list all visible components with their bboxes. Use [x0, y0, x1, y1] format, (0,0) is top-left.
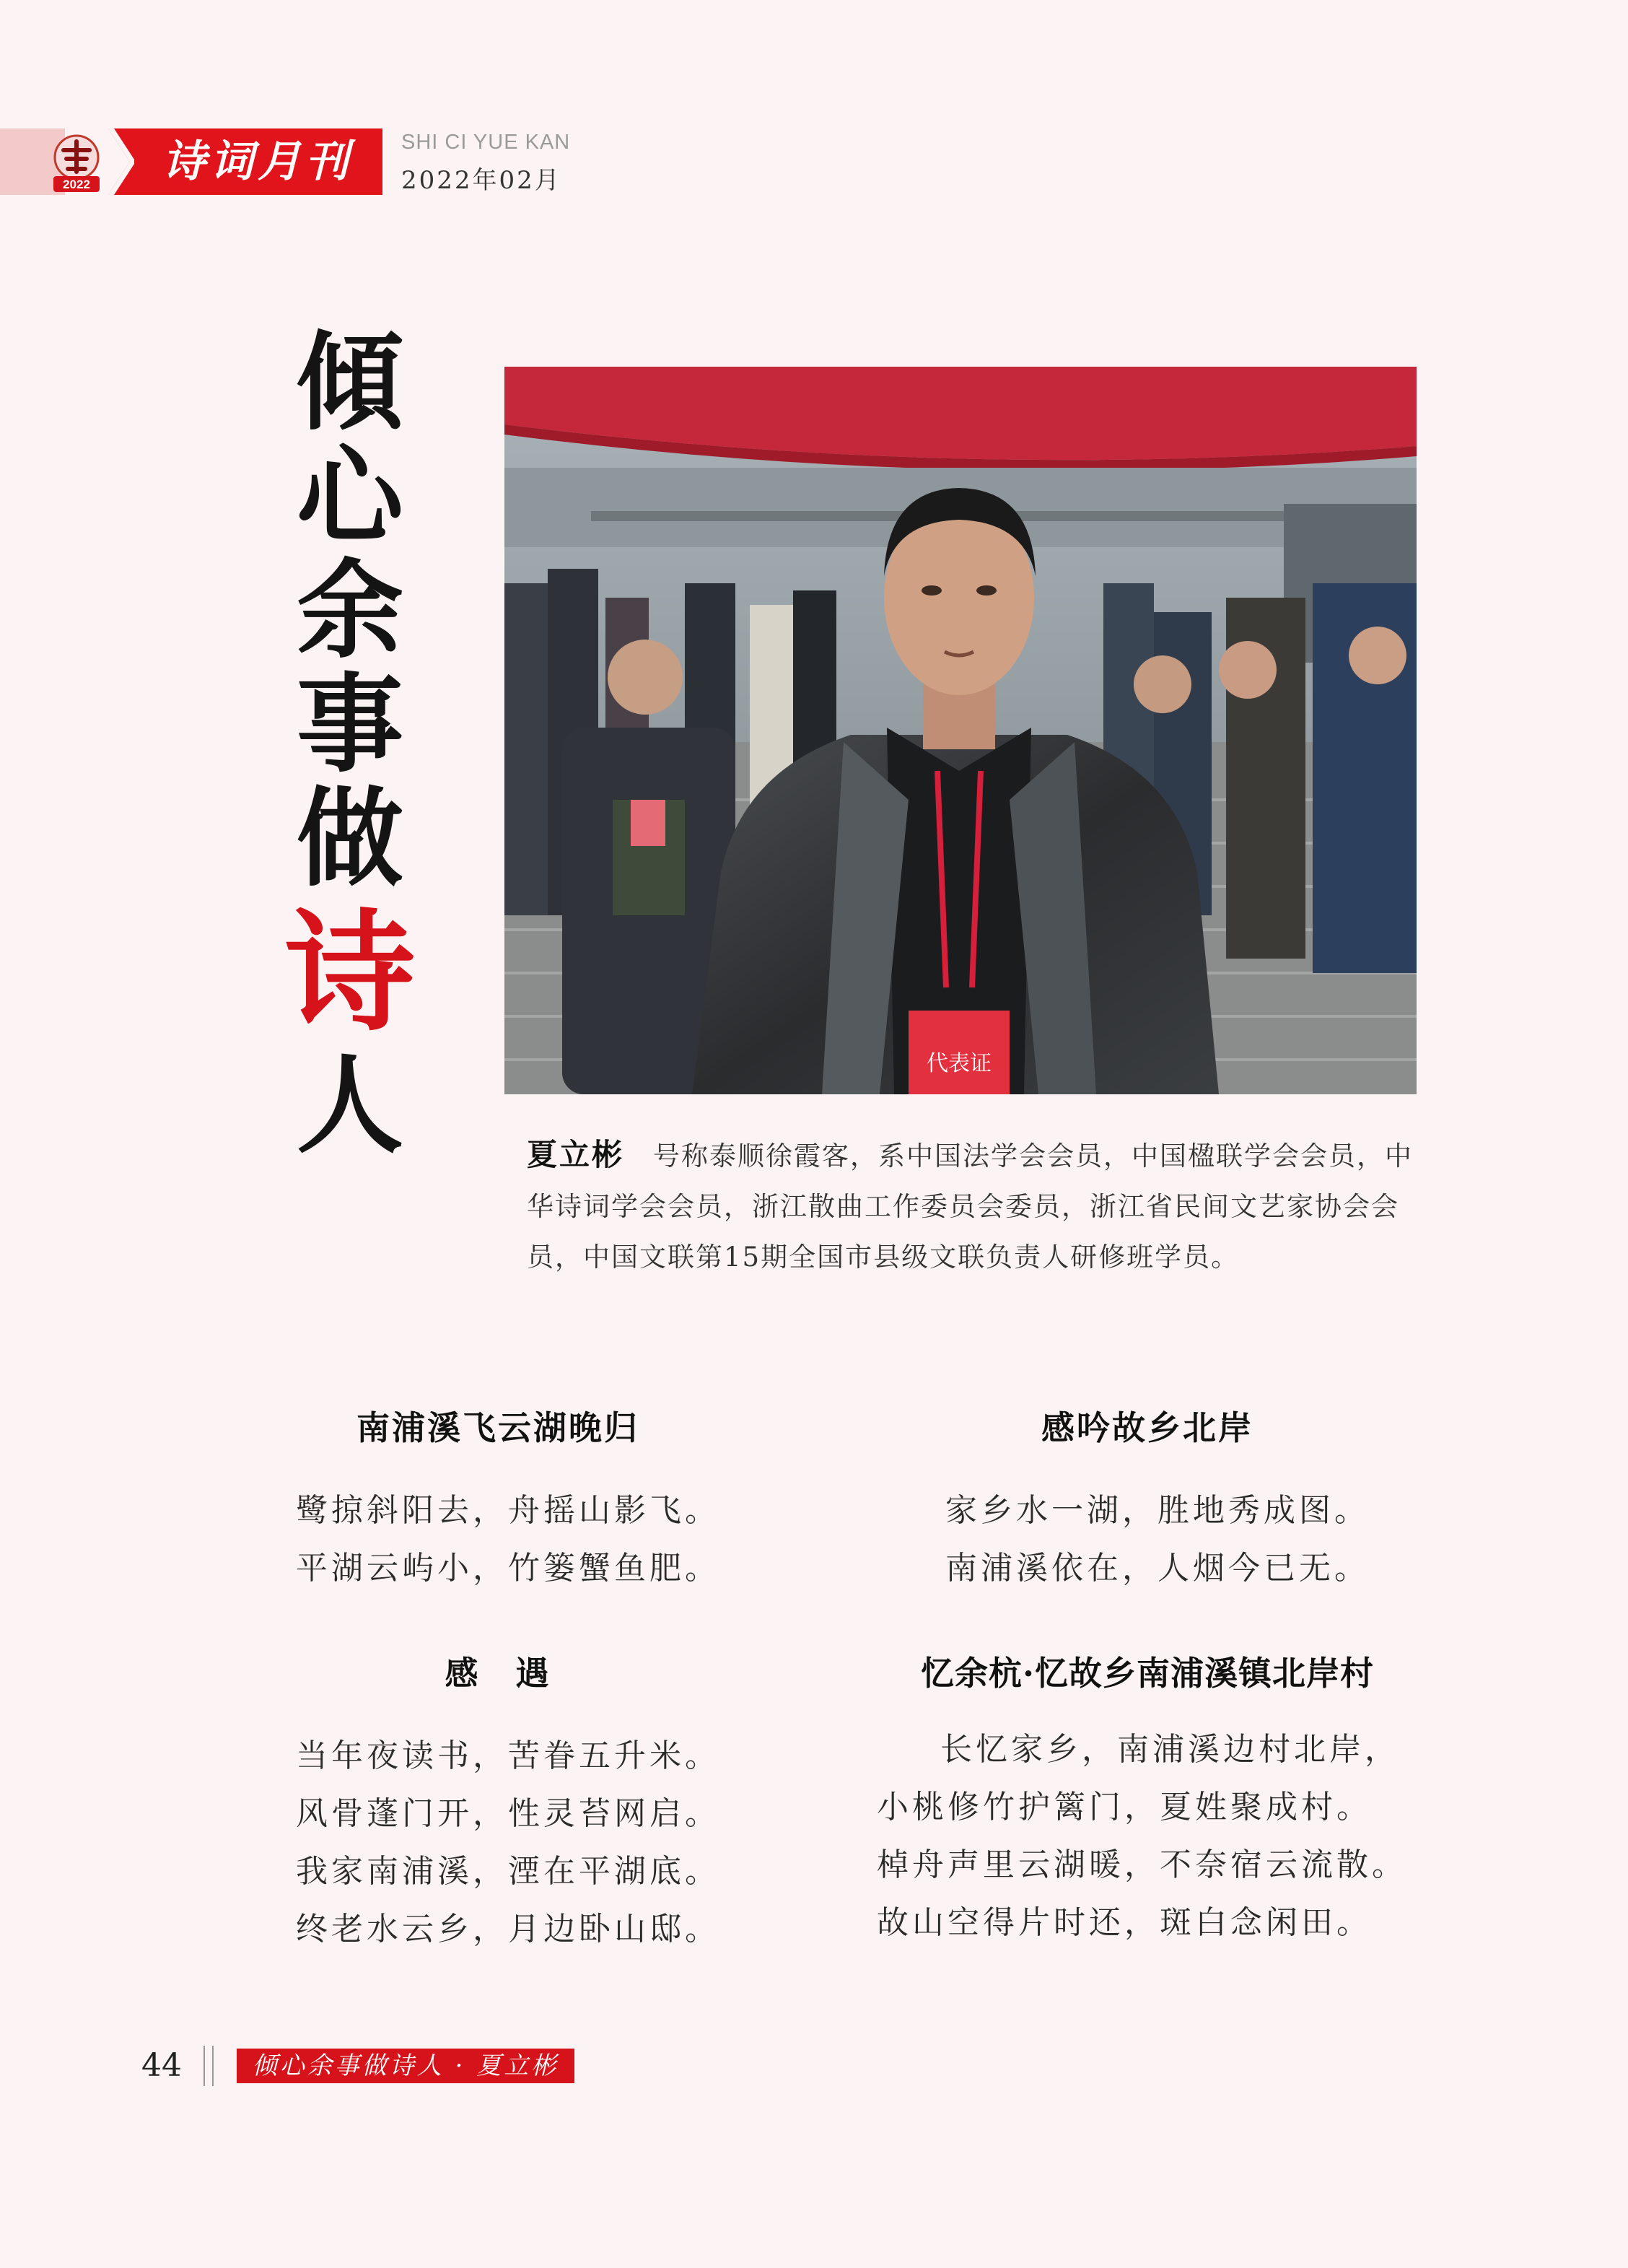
- poem-title: 感 遇: [445, 1654, 551, 1693]
- author-name: 夏立彬: [527, 1137, 625, 1172]
- title-char: 做: [297, 775, 403, 901]
- poem-line: 我家南浦溪，湮在平湖底。: [296, 1853, 720, 1890]
- poem-line: 终老水云乡，月边卧山邸。: [296, 1911, 720, 1948]
- magazine-logo: [45, 128, 108, 195]
- poem-line: 风骨蓬门开，性灵苔网启。: [296, 1795, 720, 1832]
- running-title-tag: 倾心余事做诗人 · 夏立彬: [237, 2049, 574, 2083]
- poem-title: 感吟故乡北岸: [1041, 1408, 1253, 1447]
- article-title: [260, 319, 440, 1168]
- poem-line: 鹭掠斜阳去，舟摇山影飞。: [296, 1492, 720, 1529]
- title-char-highlight: 诗: [284, 897, 415, 1049]
- poem-line: 家乡水一湖，胜地秀成图。: [945, 1492, 1370, 1529]
- page-divider: [204, 2046, 214, 2086]
- author-bio: [527, 1130, 1414, 1283]
- poem-prose: 长忆家乡，南浦溪边村北岸，小桃修竹护篱门，夏姓聚成村。 棹舟声里云湖暖，不奈宿云流散。故山空得片时还，斑白念闲田。: [877, 1731, 1427, 1941]
- poem-line: 南浦溪依在，人烟今已无。: [945, 1550, 1370, 1587]
- badge-label: 代表证: [927, 1051, 992, 1076]
- logo-year: 2022: [63, 178, 90, 191]
- portrait-photo: [504, 367, 1417, 1094]
- title-char: 人: [297, 1042, 403, 1168]
- page-number: 44: [141, 2047, 182, 2084]
- magazine-title-en: SHI CI YUE KAN: [401, 131, 571, 154]
- poem-line: 平湖云屿小，竹篓蟹鱼肥。: [296, 1550, 720, 1587]
- magazine-title: 诗词月刊: [162, 136, 353, 187]
- issue-date: 2022年02月: [401, 166, 561, 195]
- poem-title: 南浦溪飞云湖晚归: [356, 1408, 639, 1447]
- title-char: 余: [297, 547, 403, 673]
- title-char: 事: [297, 661, 403, 787]
- poem-title: 忆余杭·忆故乡南浦溪镇北岸村: [920, 1654, 1374, 1693]
- author-bio-text: 号称泰顺徐霞客，系中国法学会会员，中国楹联学会会员，中华诗词学会会员，浙江散曲工作委员会委员，浙江省民间文艺家协会会员，中国文联第15期全国市县级文联负责人研修班学员。: [527, 1140, 1414, 1273]
- poem-line: 当年夜读书，苦眷五升米。: [296, 1737, 720, 1774]
- title-char: 心: [297, 433, 403, 559]
- title-char: 傾: [297, 319, 403, 445]
